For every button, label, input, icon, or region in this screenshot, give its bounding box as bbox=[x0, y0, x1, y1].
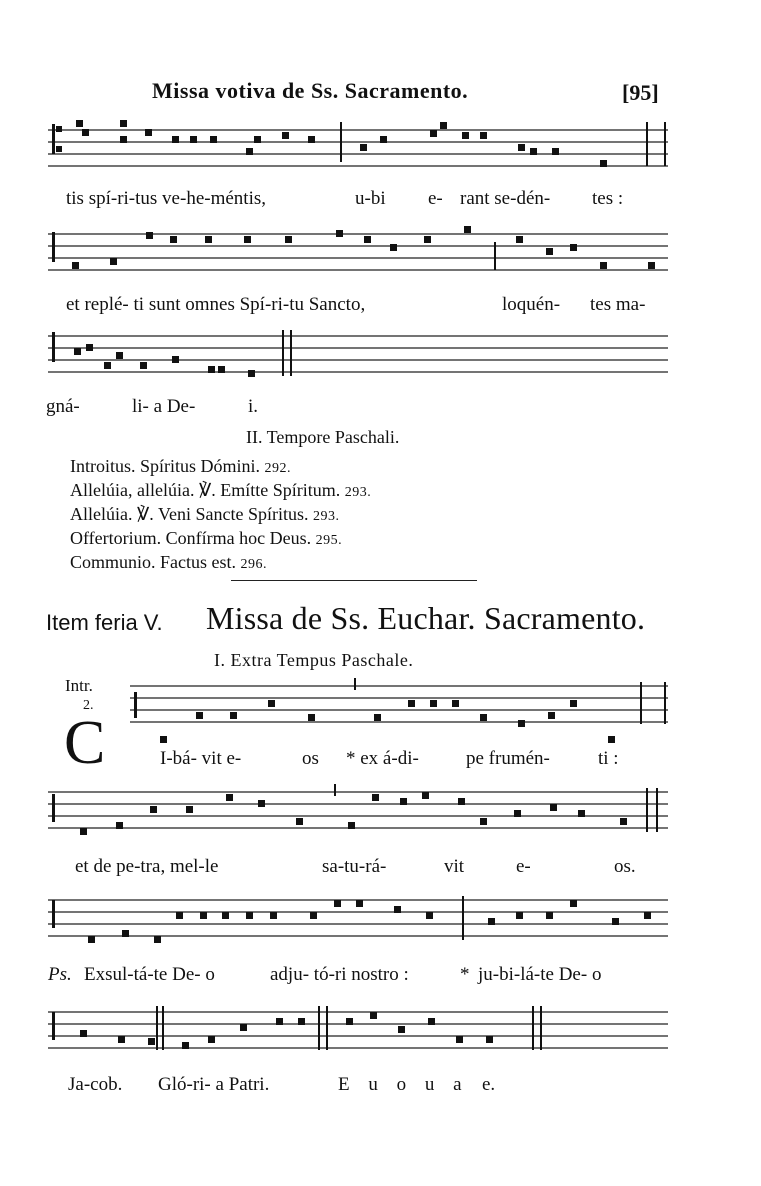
lyric-line: adju- tó-ri nostro : bbox=[270, 964, 409, 985]
lyric-line: E u o u a bbox=[338, 1074, 462, 1095]
divider bbox=[231, 580, 477, 581]
item-label: Offertorium. Confírma hoc Deus. bbox=[70, 528, 312, 548]
item-page: 296. bbox=[240, 557, 267, 572]
list-item bbox=[70, 552, 267, 573]
lyric-line: e. bbox=[482, 1074, 496, 1095]
lyric-line: * ex á-di- bbox=[346, 748, 419, 769]
lyric-line: rant se-dén- bbox=[460, 188, 551, 209]
lyric-line: tis spí-ri-tus ve-he-méntis, bbox=[66, 188, 266, 209]
lyric-line: vit bbox=[444, 856, 465, 877]
lyric-line: tes : bbox=[592, 188, 624, 209]
music-staff-2 bbox=[0, 222, 761, 292]
item-label: Allelúia, allelúia. ℣. Emítte Spíritum. bbox=[70, 480, 341, 500]
lyric-line: Gló-ri- a Patri. bbox=[158, 1074, 270, 1095]
lyric-line: I-bá- vit e- bbox=[160, 748, 242, 769]
item-page: 293. bbox=[312, 509, 340, 524]
item-page: 295. bbox=[315, 533, 343, 548]
lyric-line: e- bbox=[428, 188, 443, 209]
page-number: [95] bbox=[622, 80, 659, 105]
lyric-line: e- bbox=[516, 856, 531, 877]
item-page: 292. bbox=[264, 461, 292, 476]
psalm-prefix: Ps. bbox=[48, 964, 72, 985]
lyric-line: loquén- bbox=[502, 294, 561, 315]
lyric-line: u-bi bbox=[355, 188, 386, 209]
lyric-line: * bbox=[460, 964, 470, 985]
mass-title: Missa de Ss. Euchar. Sacramento. bbox=[206, 600, 646, 636]
music-staff-3 bbox=[0, 326, 761, 396]
item-page: 293. bbox=[344, 485, 372, 500]
lyric-line: gná- bbox=[46, 396, 80, 417]
music-staff-7 bbox=[0, 1000, 761, 1070]
initial-letter: C bbox=[64, 709, 106, 777]
music-staff-4 bbox=[0, 678, 761, 748]
lyric-line: os bbox=[302, 748, 319, 769]
list-item bbox=[70, 528, 342, 549]
mode-number: 2. bbox=[83, 698, 94, 713]
music-staff-5 bbox=[0, 782, 761, 852]
lyric-line: et de pe-tra, mel-le bbox=[75, 856, 219, 877]
lyric-line: ti : bbox=[598, 748, 619, 769]
lyric-line: Ja-cob. bbox=[68, 1074, 123, 1095]
music-staff-1 bbox=[0, 118, 761, 188]
item-label: Communio. Factus est. bbox=[70, 552, 236, 572]
list-item bbox=[70, 504, 339, 525]
item-label: Allelúia. ℣. Veni Sancte Spíritus. bbox=[70, 504, 309, 524]
lyric-line: et replé- ti sunt omnes Spí-ri-tu Sancto, bbox=[66, 294, 366, 315]
lyric-line: ju-bi-lá-te De- o bbox=[478, 964, 602, 985]
lyric-line: i. bbox=[248, 396, 259, 417]
lyric-line: sa-tu-rá- bbox=[322, 856, 387, 877]
lyric-line: pe frumén- bbox=[466, 748, 550, 769]
lyric-line: tes ma- bbox=[590, 294, 646, 315]
introit-label: Intr. bbox=[65, 676, 93, 695]
page-title: Missa votiva de Ss. Sacramento. bbox=[152, 78, 469, 103]
mass-subtitle: I. Extra Tempus Paschale. bbox=[214, 650, 414, 670]
music-staff-6 bbox=[0, 890, 761, 960]
lyric-line: Exsul-tá-te De- o bbox=[84, 964, 215, 985]
list-item bbox=[70, 480, 371, 501]
lyric-line: li- a De- bbox=[132, 396, 196, 417]
list-item bbox=[70, 456, 291, 477]
section-heading: II. Tempore Paschali. bbox=[246, 427, 400, 447]
lyric-line: os. bbox=[614, 856, 636, 877]
item-label: Introitus. Spíritus Dómini. bbox=[70, 456, 261, 476]
feria-label: Item feria V. bbox=[46, 610, 163, 635]
